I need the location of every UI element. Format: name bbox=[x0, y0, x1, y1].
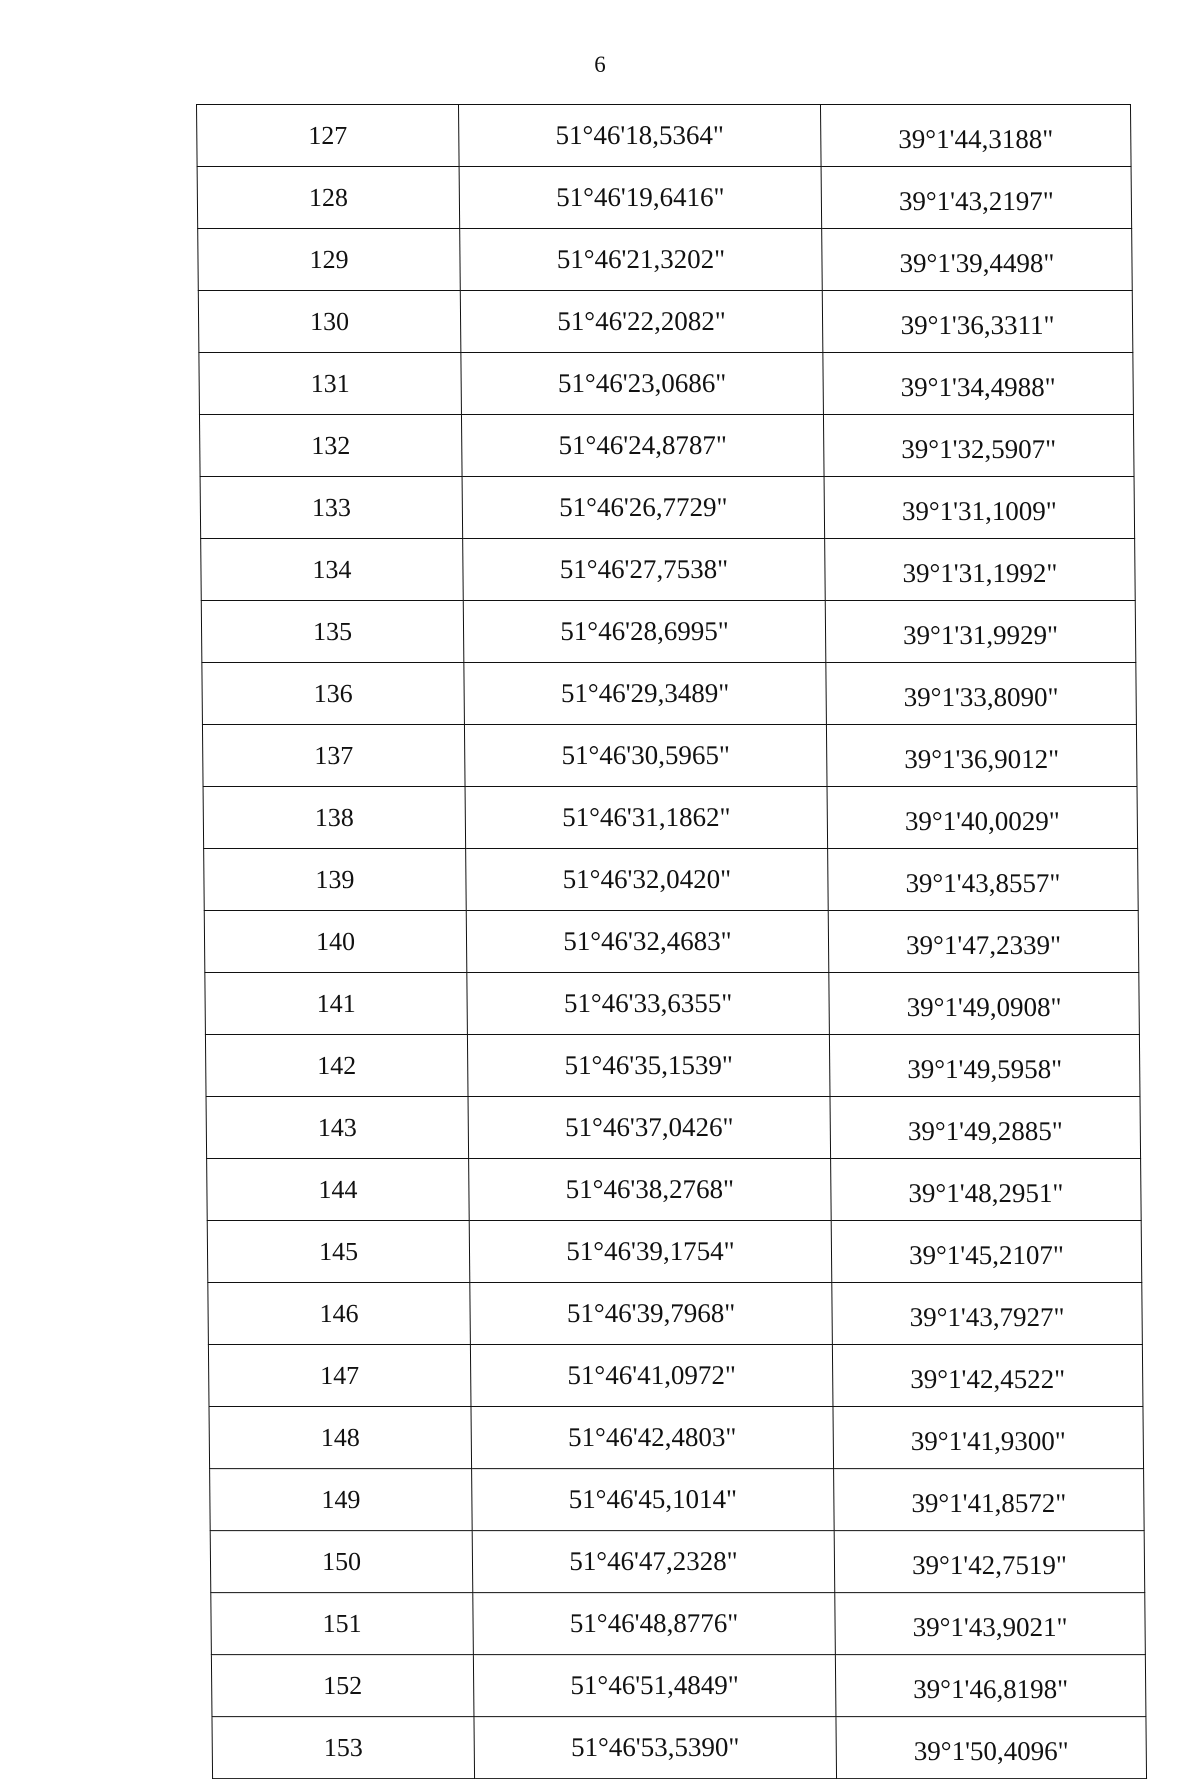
page-number: 6 bbox=[594, 52, 606, 77]
table-row bbox=[206, 1097, 1141, 1159]
latitude-cell: 51°46'19,6416" bbox=[459, 167, 822, 229]
point-number-cell: 153 bbox=[212, 1717, 475, 1779]
table-row bbox=[205, 1035, 1140, 1097]
latitude-cell: 51°46'37,0426" bbox=[468, 1097, 831, 1159]
point-number-cell: 147 bbox=[208, 1345, 471, 1407]
table-row bbox=[210, 1531, 1145, 1593]
point-number-cell: 150 bbox=[210, 1531, 473, 1593]
latitude-cell: 51°46'21,3202" bbox=[460, 229, 823, 291]
table-row bbox=[210, 1469, 1145, 1531]
table-row bbox=[199, 353, 1134, 415]
point-number-cell: 130 bbox=[198, 291, 461, 353]
table-row bbox=[204, 911, 1139, 973]
latitude-cell: 51°46'42,4803" bbox=[471, 1407, 834, 1469]
latitude-cell: 51°46'33,6355" bbox=[467, 973, 830, 1035]
table-row bbox=[209, 1407, 1144, 1469]
point-number-cell: 129 bbox=[198, 229, 461, 291]
longitude-cell: 39°1'46,8198" bbox=[835, 1655, 1146, 1717]
table-row bbox=[201, 601, 1136, 663]
longitude-cell: 39°1'45,2107" bbox=[831, 1221, 1142, 1283]
table-row bbox=[201, 539, 1136, 601]
point-number-cell: 141 bbox=[205, 973, 468, 1035]
latitude-cell: 51°46'45,1014" bbox=[472, 1469, 835, 1531]
longitude-cell: 39°1'43,9021" bbox=[835, 1593, 1146, 1655]
table-row bbox=[199, 415, 1134, 477]
latitude-cell: 51°46'28,6995" bbox=[463, 601, 826, 663]
latitude-cell: 51°46'47,2328" bbox=[472, 1531, 835, 1593]
latitude-cell: 51°46'48,8776" bbox=[473, 1593, 836, 1655]
latitude-cell: 51°46'18,5364" bbox=[458, 105, 821, 167]
point-number-cell: 146 bbox=[208, 1283, 471, 1345]
point-number-cell: 128 bbox=[197, 167, 460, 229]
longitude-cell: 39°1'49,2885" bbox=[830, 1097, 1141, 1159]
longitude-cell: 39°1'43,2197" bbox=[821, 167, 1132, 229]
longitude-cell: 39°1'31,9929" bbox=[825, 601, 1136, 663]
longitude-cell: 39°1'33,8090" bbox=[826, 663, 1137, 725]
table-row bbox=[198, 229, 1133, 291]
point-number-cell: 132 bbox=[199, 415, 462, 477]
longitude-cell: 39°1'36,9012" bbox=[826, 725, 1137, 787]
longitude-cell: 39°1'43,7927" bbox=[832, 1283, 1143, 1345]
table-row bbox=[212, 1717, 1147, 1779]
latitude-cell: 51°46'35,1539" bbox=[467, 1035, 830, 1097]
latitude-cell: 51°46'38,2768" bbox=[469, 1159, 832, 1221]
point-number-cell: 136 bbox=[202, 663, 465, 725]
point-number-cell: 152 bbox=[211, 1655, 474, 1717]
point-number-cell: 140 bbox=[204, 911, 467, 973]
longitude-cell: 39°1'42,4522" bbox=[832, 1345, 1143, 1407]
point-number-cell: 127 bbox=[197, 105, 460, 167]
point-number-cell: 143 bbox=[206, 1097, 469, 1159]
point-number-cell: 144 bbox=[207, 1159, 470, 1221]
table-row bbox=[202, 725, 1137, 787]
longitude-cell: 39°1'32,5907" bbox=[823, 415, 1134, 477]
longitude-cell: 39°1'41,8572" bbox=[834, 1469, 1145, 1531]
table-row bbox=[204, 849, 1139, 911]
table-row bbox=[200, 477, 1135, 539]
longitude-cell: 39°1'49,5958" bbox=[829, 1035, 1140, 1097]
point-number-cell: 137 bbox=[202, 725, 465, 787]
point-number-cell: 131 bbox=[199, 353, 462, 415]
table-row bbox=[202, 663, 1137, 725]
latitude-cell: 51°46'30,5965" bbox=[464, 725, 827, 787]
longitude-cell: 39°1'39,4498" bbox=[822, 229, 1133, 291]
latitude-cell: 51°46'32,0420" bbox=[466, 849, 829, 911]
table-row bbox=[207, 1221, 1142, 1283]
longitude-cell: 39°1'42,7519" bbox=[834, 1531, 1145, 1593]
longitude-cell: 39°1'40,0029" bbox=[827, 787, 1138, 849]
longitude-cell: 39°1'31,1009" bbox=[824, 477, 1135, 539]
coordinates-table-container bbox=[196, 104, 1146, 1779]
latitude-cell: 51°46'26,7729" bbox=[462, 477, 825, 539]
latitude-cell: 51°46'24,8787" bbox=[461, 415, 824, 477]
point-number-cell: 148 bbox=[209, 1407, 472, 1469]
longitude-cell: 39°1'49,0908" bbox=[829, 973, 1140, 1035]
latitude-cell: 51°46'41,0972" bbox=[470, 1345, 833, 1407]
longitude-cell: 39°1'50,4096" bbox=[836, 1717, 1147, 1779]
longitude-cell: 39°1'31,1992" bbox=[825, 539, 1136, 601]
point-number-cell: 135 bbox=[201, 601, 464, 663]
point-number-cell: 139 bbox=[204, 849, 467, 911]
longitude-cell: 39°1'36,3311" bbox=[822, 291, 1133, 353]
latitude-cell: 51°46'32,4683" bbox=[466, 911, 829, 973]
latitude-cell: 51°46'23,0686" bbox=[461, 353, 824, 415]
point-number-cell: 149 bbox=[210, 1469, 473, 1531]
table-row bbox=[203, 787, 1138, 849]
table-row bbox=[208, 1283, 1143, 1345]
longitude-cell: 39°1'41,9300" bbox=[833, 1407, 1144, 1469]
longitude-cell: 39°1'47,2339" bbox=[828, 911, 1139, 973]
table-row bbox=[197, 105, 1132, 167]
latitude-cell: 51°46'39,7968" bbox=[470, 1283, 833, 1345]
latitude-cell: 51°46'22,2082" bbox=[460, 291, 823, 353]
longitude-cell: 39°1'43,8557" bbox=[828, 849, 1139, 911]
table-row bbox=[211, 1593, 1146, 1655]
longitude-cell: 39°1'48,2951" bbox=[831, 1159, 1142, 1221]
point-number-cell: 133 bbox=[200, 477, 463, 539]
table-row bbox=[211, 1655, 1146, 1717]
table-row bbox=[197, 167, 1132, 229]
table-row bbox=[207, 1159, 1142, 1221]
point-number-cell: 142 bbox=[205, 1035, 468, 1097]
latitude-cell: 51°46'31,1862" bbox=[465, 787, 828, 849]
longitude-cell: 39°1'34,4988" bbox=[823, 353, 1134, 415]
table-row bbox=[198, 291, 1133, 353]
latitude-cell: 51°46'51,4849" bbox=[473, 1655, 836, 1717]
point-number-cell: 145 bbox=[207, 1221, 470, 1283]
latitude-cell: 51°46'39,1754" bbox=[469, 1221, 832, 1283]
point-number-cell: 138 bbox=[203, 787, 466, 849]
latitude-cell: 51°46'29,3489" bbox=[464, 663, 827, 725]
point-number-cell: 134 bbox=[201, 539, 464, 601]
table-row bbox=[208, 1345, 1143, 1407]
table-row bbox=[205, 973, 1140, 1035]
point-number-cell: 151 bbox=[211, 1593, 474, 1655]
table-body bbox=[197, 105, 1147, 1779]
latitude-cell: 51°46'27,7538" bbox=[463, 539, 826, 601]
longitude-cell: 39°1'44,3188" bbox=[820, 105, 1131, 167]
coordinates-table bbox=[196, 104, 1147, 1779]
latitude-cell: 51°46'53,5390" bbox=[474, 1717, 837, 1779]
